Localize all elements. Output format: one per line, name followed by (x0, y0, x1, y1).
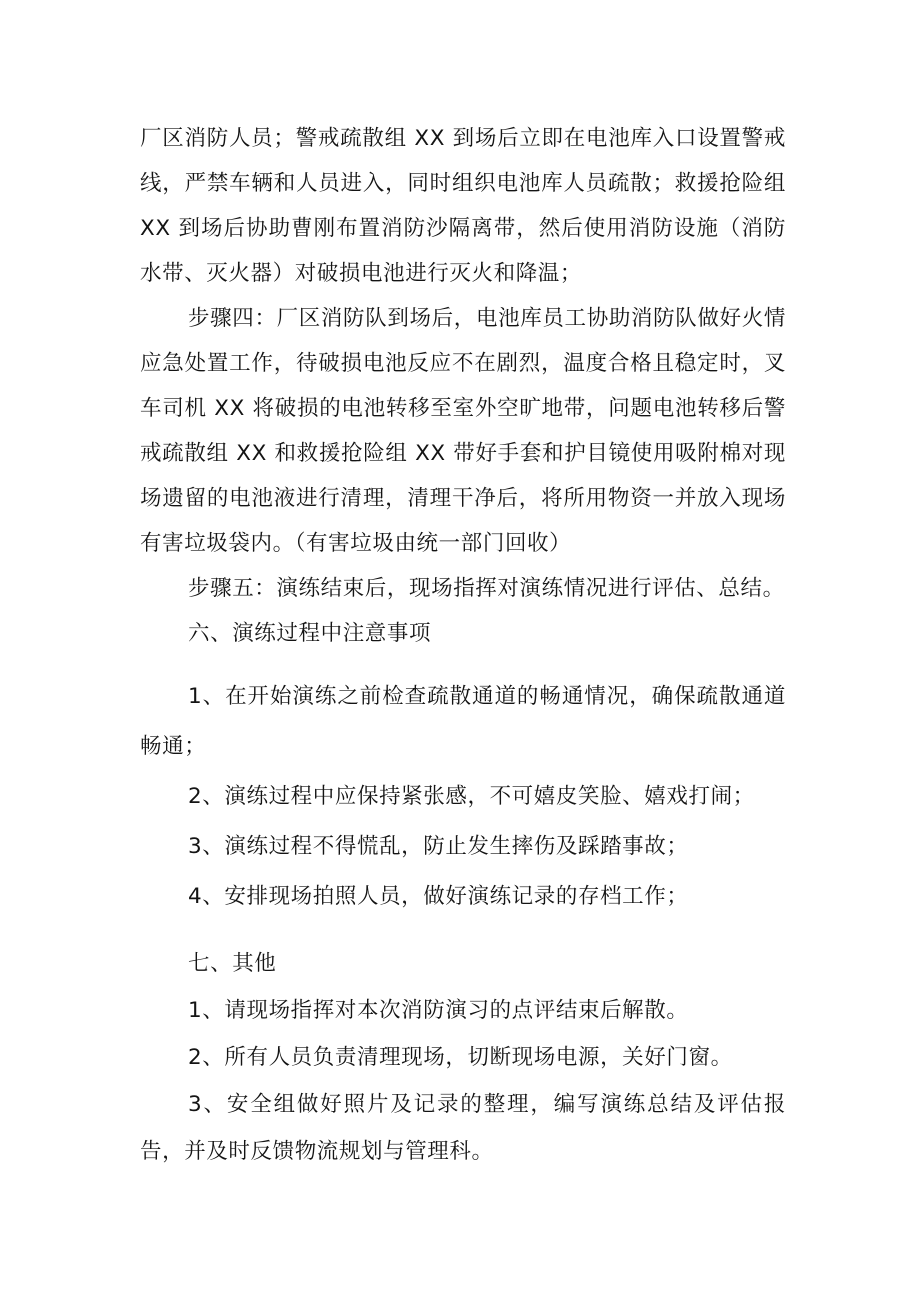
precaution-item-2: 2、演练过程中应保持紧张感，不可嬉皮笑脸、嬉戏打闹； (188, 784, 755, 809)
section-heading-other: 七、其他 (188, 951, 277, 976)
precaution-item-4: 4、安排现场拍照人员，做好演练记录的存档工作； (188, 884, 689, 909)
body-text-other (140, 940, 786, 1175)
body-text-precautions (140, 672, 786, 922)
other-item-2: 2、所有人员负责清理现场，切断现场电源，关好门窗。 (188, 1045, 733, 1070)
paragraph-step-four: 步骤四：厂区消防队到场后，电池库员工协助消防队做好火情应急处置工作，待破损电池反应不在剧烈，温度合格且稳定时，叉车司机 XX 将破损的电池转移至室外空旷地带，问题电池转移后警戒疏散组 XX 和救援抢险组 XX 带好手套和护目镜使用吸附棉对现场遗留的电池液进行清理，清理干净后，将所用物资一并放入现场有害垃圾袋内。（有害垃圾由统一部门回收） (140, 306, 786, 556)
precaution-item-1: 1、在开始演练之前检查疏散通道的畅通情况，确保疏散通道畅通； (140, 684, 786, 759)
precaution-item-3: 3、演练过程不得慌乱，防止发生摔伤及踩踏事故； (188, 834, 689, 859)
paragraph-step-five: 步骤五：演练结束后，现场指挥对演练情况进行评估、总结。 (188, 576, 785, 601)
paragraph-emergency-roles: 厂区消防人员；警戒疏散组 XX 到场后立即在电池库入口设置警戒线，严禁车辆和人员进入，同时组织电池库人员疏散；救援抢险组 XX 到场后协助曹刚布置消防沙隔离带，然后使用消防设施（消防水带、灭火器）对破损电池进行灭火和降温； (140, 126, 786, 286)
other-item-1: 1、请现场指挥对本次消防演习的点评结束后解散。 (188, 998, 689, 1023)
body-text-top (140, 116, 786, 656)
section-heading-precautions: 六、演练过程中注意事项 (188, 621, 432, 646)
other-item-3: 3、安全组做好照片及记录的整理，编写演练总结及评估报告，并及时反馈物流规划与管理科。 (140, 1092, 786, 1164)
